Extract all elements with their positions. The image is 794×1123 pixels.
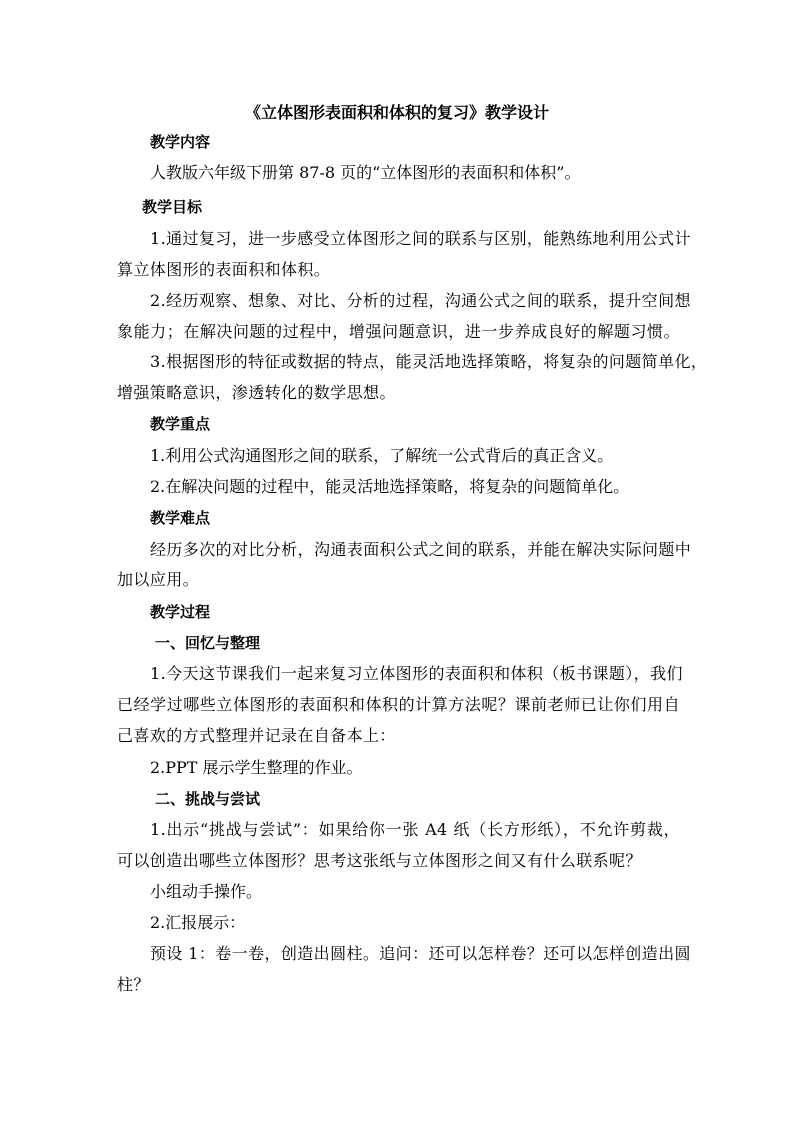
paragraph-part-2-item-2: 2.汇报展示： [150,913,246,932]
paragraph-part-1-item-1-line-3: 己喜欢的方式整理并记录在自备本上： [117,726,396,745]
paragraph-difficulty-line-1: 经历多次的对比分析，沟通表面积公式之间的联系，并能在解决实际问题中 [150,540,692,559]
paragraph-key-point-1: 1.利用公式沟通图形之间的联系，了解统一公式背后的真正含义。 [150,446,614,465]
heading-teaching-content: 教学内容 [150,133,211,151]
paragraph-part-2-preset-1-line-2: 柱？ [117,975,150,994]
paragraph-goal-2-line-2: 象能力；在解决问题的过程中，增强问题意识，进一步养成良好的解题习惯。 [117,322,680,341]
paragraph-part-2-preset-1-line-1: 预设 1：卷一卷，创造出圆柱。追问：还可以怎样卷？还可以怎样创造出圆 [150,944,691,963]
heading-part-1: 一、回忆与整理 [155,634,261,652]
heading-part-2: 二、挑战与尝试 [155,790,261,808]
paragraph-goal-2-line-1: 2.经历观察、想象、对比、分析的过程，沟通公式之间的联系，提升空间想 [150,291,691,310]
heading-teaching-process: 教学过程 [150,603,211,621]
paragraph-part-1-item-1-line-2: 已经学过哪些立体图形的表面积和体积的计算方法呢？课前老师已让你们用自 [117,695,680,714]
heading-teaching-goals: 教学目标 [142,198,203,216]
heading-difficulties: 教学难点 [150,509,211,527]
paragraph-goal-1-line-2: 算立体图形的表面积和体积。 [117,260,331,279]
paragraph-difficulty-line-2: 加以应用。 [117,570,200,589]
paragraph-part-2-item-1-line-2: 可以创造出哪些立体图形？思考这张纸与立体图形之间又有什么联系呢？ [117,851,642,870]
paragraph-part-2-item-1-line-3: 小组动手操作。 [150,882,263,901]
paragraph-part-1-item-2: 2.PPT 展示学生整理的作业。 [150,758,363,777]
document-title: 《立体图形表面积和体积的复习》教学设计 [244,103,549,122]
paragraph-key-point-2: 2.在解决问题的过程中，能灵活地选择策略，将复杂的问题简单化。 [150,477,630,496]
paragraph-goal-1-line-1: 1.通过复习，进一步感受立体图形之间的联系与区别，能熟练地利用公式计 [150,229,691,248]
paragraph-teaching-content: 人教版六年级下册第 87-8 页的“立体图形的表面积和体积”。 [150,163,581,182]
paragraph-part-1-item-1-line-1: 1.今天这节课我们一起来复习立体图形的表面积和体积（板书课题），我们 [150,664,683,683]
heading-key-points: 教学重点 [150,415,211,433]
paragraph-part-2-item-1-line-1: 1.出示“挑战与尝试”：如果给你一张 A4 纸（长方形纸），不允许剪裁， [150,820,680,839]
paragraph-goal-3-line-1: 3.根据图形的特征或数据的特点，能灵活地选择策略，将复杂的问题简单化， [150,352,708,371]
paragraph-goal-3-line-2: 增强策略意识，渗透转化的数学思想。 [117,383,396,402]
